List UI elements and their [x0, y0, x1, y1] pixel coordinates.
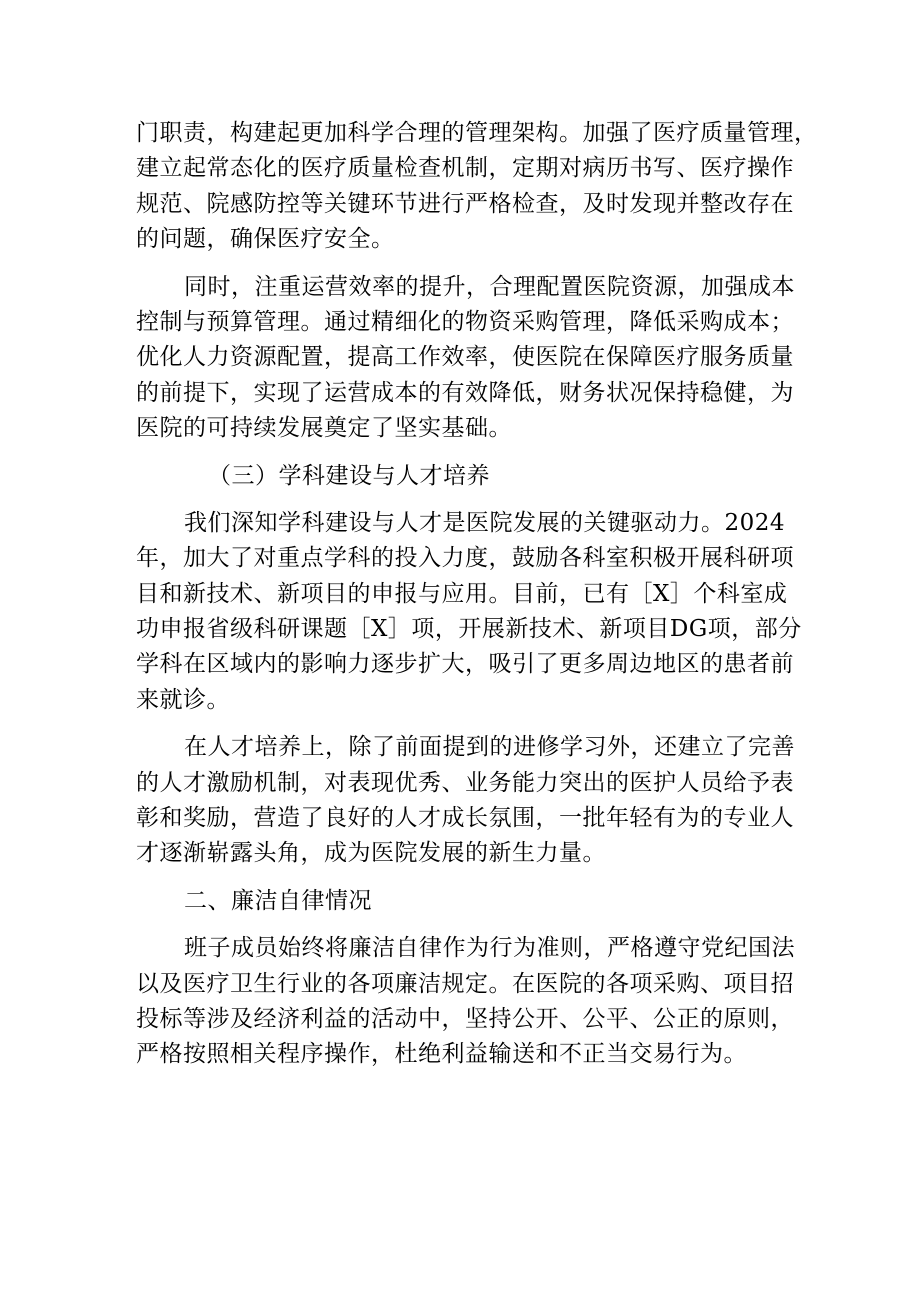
heading-text: 二、廉洁自律情况: [184, 887, 372, 914]
paragraph-line: 严格按照相关程序操作，杜绝利益输送和不正当交易行为。: [136, 1041, 747, 1068]
paragraph-line: 来就诊。: [136, 686, 230, 713]
paragraph-line: 规范、院感防控等关键环节进行严格检查，及时发现并整改存在: [136, 190, 794, 217]
paragraph-line: 学科在区域内的影响力逐步扩大，吸引了更多周边地区的患者前: [136, 651, 794, 678]
section-heading-integrity: [136, 884, 796, 919]
paragraph-line: 年，加大了对重点学科的投入力度，鼓励各科室积极开展科研项: [136, 545, 794, 572]
paragraph-talent: [136, 730, 796, 872]
paragraph-line: 以及医疗卫生行业的各项廉洁规定。在医院的各项采购、项目招: [136, 970, 794, 997]
paragraph-line: 目和新技术、新项目的申报与应用。目前，已有［X］个科室成: [136, 580, 788, 607]
paragraph-line: 功申报省级科研课题［X］项，开展新技术、新项目DG项，部分: [136, 616, 802, 643]
paragraph-line: 的人才激励机制，对表现优秀、业务能力突出的医护人员给予表: [136, 769, 794, 796]
paragraph-line: 同时，注重运营效率的提升，合理配置医院资源，加强成本: [184, 273, 795, 300]
document-body: [136, 116, 818, 1085]
paragraph-operations: [136, 270, 796, 447]
paragraph-line: 的问题，确保医疗安全。: [136, 226, 395, 253]
paragraph-line: 才逐渐崭露头角，成为医院发展的新生力量。: [136, 840, 606, 867]
paragraph-discipline-building: [136, 506, 802, 718]
paragraph-management: [136, 116, 818, 258]
paragraph-line: 彰和奖励，营造了良好的人才成长氛围，一批年轻有为的专业人: [136, 805, 794, 832]
paragraph-line: 班子成员始终将廉洁自律作为行为准则，严格遵守党纪国法: [184, 935, 795, 962]
paragraph-line: 在人才培养上，除了前面提到的进修学习外，还建立了完善: [184, 734, 795, 761]
section-heading-discipline: [136, 459, 796, 494]
paragraph-line: 的前提下，实现了运营成本的有效降低，财务状况保持稳健，为: [136, 379, 794, 406]
paragraph-line: 建立起常态化的医疗质量检查机制，定期对病历书写、医疗操作: [136, 155, 794, 182]
paragraph-integrity: [136, 931, 796, 1073]
paragraph-line: 我们深知学科建设与人才是医院发展的关键驱动力。2024: [184, 509, 786, 536]
paragraph-line: 控制与预算管理。通过精细化的物资采购管理，降低采购成本；: [136, 308, 794, 335]
paragraph-line: 医院的可持续发展奠定了坚实基础。: [136, 415, 512, 442]
paragraph-line: 门职责，构建起更加科学合理的管理架构。加强了医疗质量管理，: [136, 120, 818, 146]
paragraph-line: 优化人力资源配置，提高工作效率，使医院在保障医疗服务质量: [136, 344, 794, 371]
heading-text: （三）学科建设与人才培养: [208, 462, 490, 489]
paragraph-line: 投标等涉及经济利益的活动中，坚持公开、公平、公正的原则，: [136, 1005, 794, 1032]
